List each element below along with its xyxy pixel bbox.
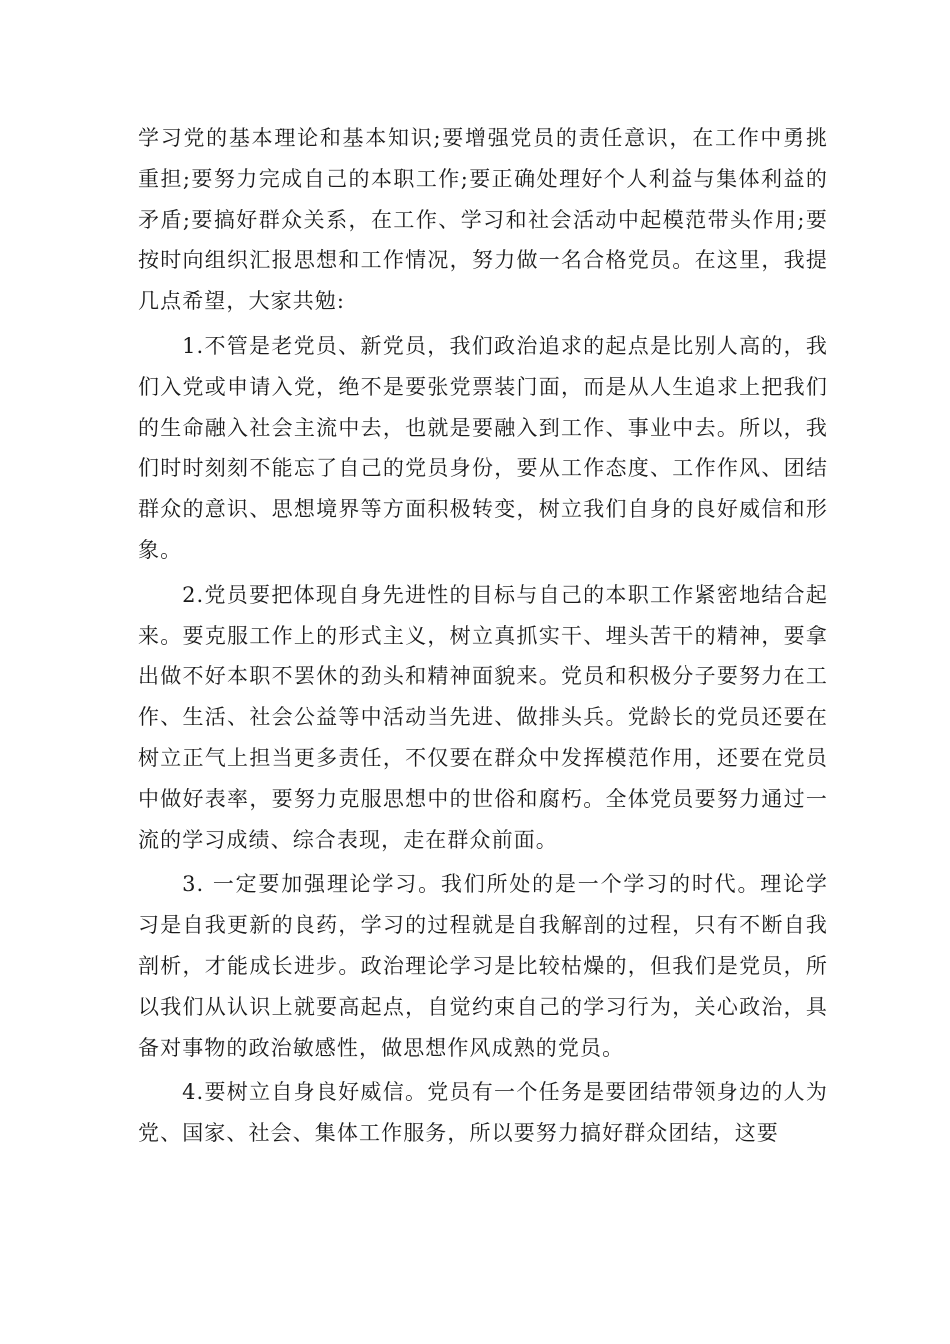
paragraph-point-3: 3. 一定要加强理论学习。我们所处的是一个学习的时代。理论学习是自我更新的良药，学习的过程就是自我解剖的过程，只有不断自我剖析，才能成长进步。政治理论学习是比较枯燥的，但我们是党员，所以我们从认识上就要高起点，自觉约束自己的学习行为，关心政治，具备对事物的政治敏感性，做思想作风成熟的党员。 — [138, 872, 828, 1060]
paragraph-point-4: 4.要树立自身良好威信。党员有一个任务是要团结带领身边的人为党、国家、社会、集体工作服务，所以要努力搞好群众团结，这要 — [138, 1080, 828, 1146]
paragraph-intro: 学习党的基本理论和基本知识;要增强党员的责任意识，在工作中勇挑重担;要努力完成自己的本职工作;要正确处理好个人利益与集体利益的矛盾;要搞好群众关系，在工作、学习和社会活动中起模范带头作用;要按时向组织汇报思想和工作情况，努力做一名合格党员。在这里，我提几点希望，大家共勉: — [138, 126, 828, 314]
paragraph-point-2: 2.党员要把体现自身先进性的目标与自己的本职工作紧密地结合起来。要克服工作上的形式主义，树立真抓实干、埋头苦干的精神，要拿出做不好本职不罢休的劲头和精神面貌来。党员和积极分子要努力在工作、生活、社会公益等中活动当先进、做排头兵。党龄长的党员还要在树立正气上担当更多责任，不仅要在群众中发挥模范作用，还要在党员中做好表率，要努力克服思想中的世俗和腐朽。全体党员要努力通过一流的学习成绩、综合表现，走在群众前面。 — [138, 582, 828, 852]
document-page — [138, 118, 828, 1154]
paragraph-point-1: 1.不管是老党员、新党员，我们政治追求的起点是比别人高的，我们入党或申请入党，绝不是要张党票装门面，而是从人生追求上把我们的生命融入社会主流中去，也就是要融入到工作、事业中去。所以，我们时时刻刻不能忘了自己的党员身份，要从工作态度、工作作风、团结群众的意识、思想境界等方面积极转变，树立我们自身的良好威信和形象。 — [138, 333, 828, 562]
